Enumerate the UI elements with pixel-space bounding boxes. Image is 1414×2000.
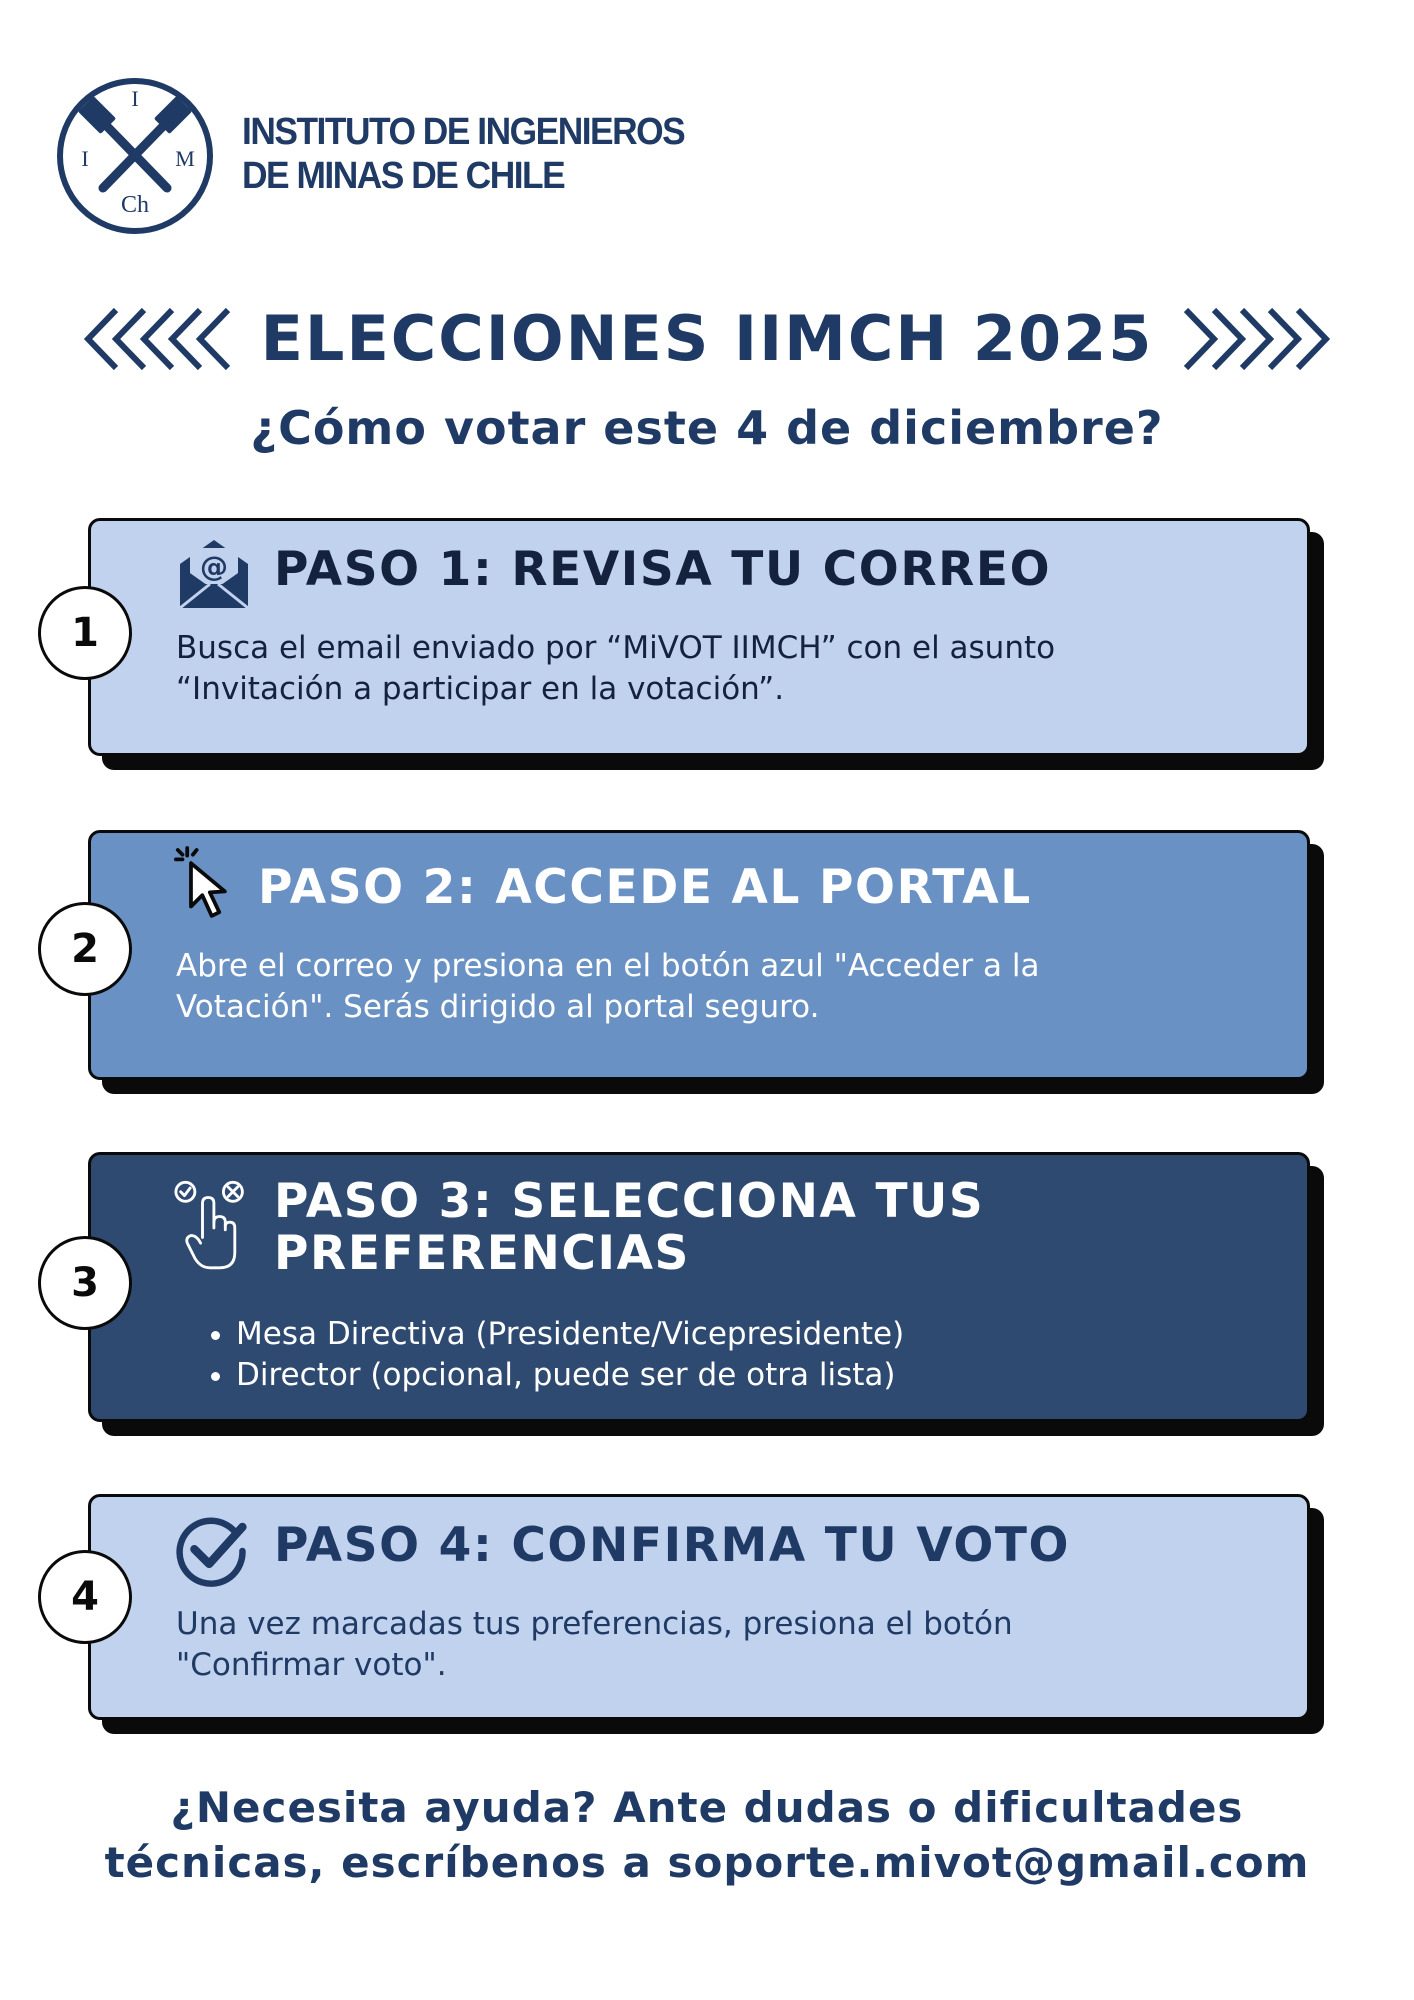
step-1-card (71, 518, 1310, 756)
step-description (176, 628, 1270, 710)
list-item: • Mesa Directiva (Presidente/Vicepresidente) (236, 1314, 1270, 1355)
step-number: 3 (38, 1236, 132, 1330)
step-description (176, 1604, 1270, 1686)
step-heading: PASO 1: REVISA TU CORREO (274, 542, 1052, 597)
org-name-line2: DE MINAS DE CHILE (242, 155, 565, 197)
cursor-click-icon (174, 844, 240, 920)
hand-select-icon (174, 1180, 250, 1272)
description-line: Una vez marcadas tus preferencias, presiona el botón (176, 1606, 1013, 1642)
step-heading (274, 1176, 1270, 1280)
step-number: 1 (38, 586, 132, 680)
description-line: Votación". Serás dirigido al portal seguro. (176, 989, 820, 1025)
step-heading: PASO 4: CONFIRMA TU VOTO (274, 1518, 1071, 1573)
list-item: • Director (opcional, puede ser de otra lista) (236, 1355, 1270, 1396)
email-envelope-icon (174, 534, 254, 614)
step-2-card (71, 830, 1310, 1080)
preferences-list (176, 1314, 1270, 1396)
org-name-line1: INSTITUTO DE INGENIEROS (242, 111, 685, 153)
step-number: 2 (38, 902, 132, 996)
description-line: Busca el email enviado por “MiVOT IIMCH” con el asunto (176, 630, 1056, 666)
description-line: Abre el correo y presiona en el botón azul "Acceder a la (176, 948, 1040, 984)
heading-line: PREFERENCIAS (274, 1226, 690, 1281)
step-3-card (71, 1152, 1310, 1422)
logo-letter-top: I (131, 86, 139, 111)
help-line: ¿Necesita ayuda? Ante dudas o dificultades (170, 1783, 1244, 1832)
iimch-logo (55, 76, 215, 236)
organization-name (242, 110, 684, 198)
description-line: “Invitación a participar en la votación”. (176, 671, 785, 707)
title-row (84, 296, 1330, 382)
chevrons-right-icon (1180, 306, 1330, 372)
logo-letter-bottom: Ch (120, 192, 150, 218)
step-description (176, 946, 1270, 1028)
logo-letter-left: I (81, 146, 89, 171)
step-4-card (71, 1494, 1310, 1720)
step-number: 4 (38, 1550, 132, 1644)
page-title: ELECCIONES IIMCH 2025 (260, 302, 1154, 375)
help-text (0, 1780, 1414, 1890)
logo-letter-right: M (175, 146, 195, 171)
step-description (176, 1314, 1270, 1396)
check-circle-icon (174, 1514, 248, 1588)
heading-line: PASO 3: SELECCIONA TUS (274, 1174, 985, 1229)
step-heading: PASO 2: ACCEDE AL PORTAL (258, 860, 1032, 915)
svg-text:@: @ (200, 550, 228, 583)
help-line: técnicas, escríbenos a soporte.mivot@gmail.com (104, 1838, 1310, 1887)
description-line: "Confirmar voto". (176, 1647, 447, 1683)
page-subtitle: ¿Cómo votar este 4 de diciembre? (250, 401, 1164, 455)
